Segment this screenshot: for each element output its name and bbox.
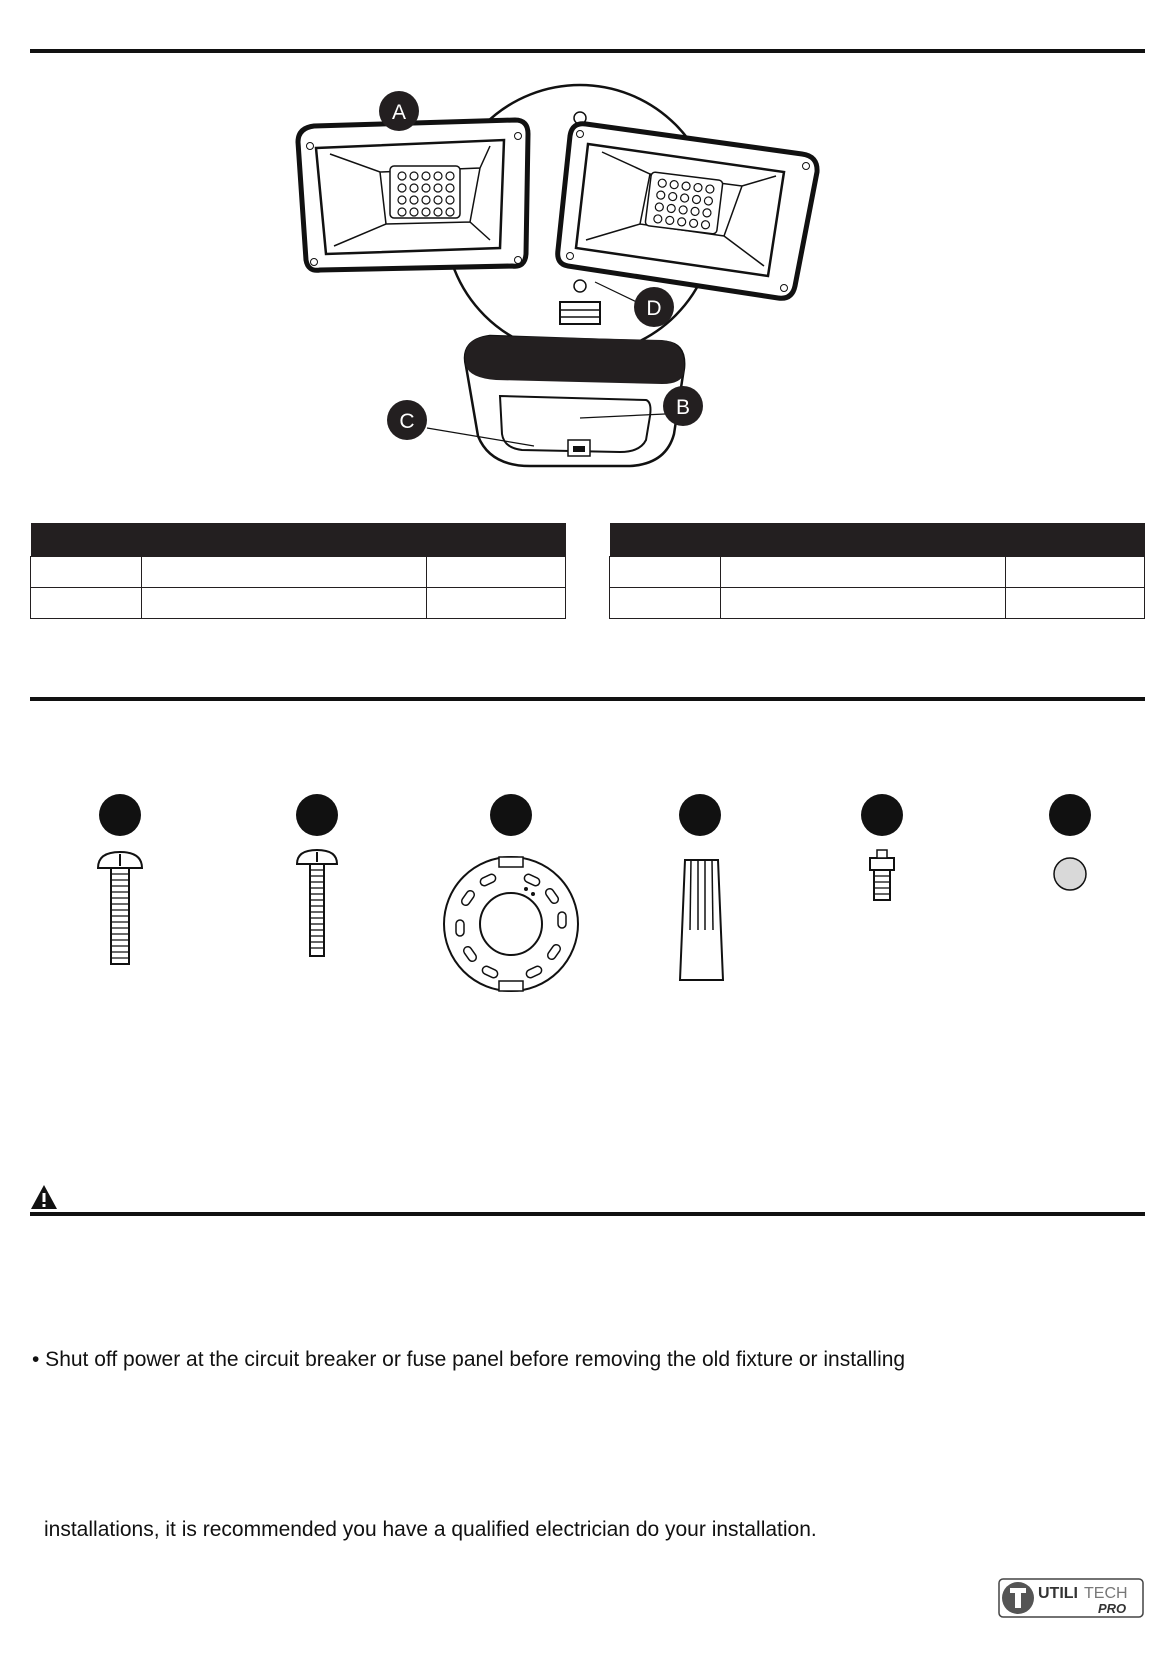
hardware-ground-screw bbox=[812, 790, 952, 1010]
table-header-row bbox=[610, 523, 1145, 557]
lamp-head-right bbox=[558, 124, 817, 299]
hardware-machine-screw-short bbox=[247, 790, 387, 1010]
warning-triangle-icon bbox=[30, 1184, 58, 1210]
svg-text:PRO: PRO bbox=[1098, 1601, 1127, 1616]
table-header-row bbox=[31, 523, 566, 557]
svg-text:TECH: TECH bbox=[1084, 1585, 1128, 1602]
section-rule-warning bbox=[30, 1212, 1145, 1216]
hardware-rubber-plug bbox=[1000, 790, 1140, 1010]
warning-bullet-text: • Shut off power at the circuit breaker or fuse panel before removing the old fixture or installing bbox=[32, 1348, 906, 1371]
table-row bbox=[31, 588, 566, 619]
parts-table-right bbox=[609, 523, 1145, 619]
table-row bbox=[31, 557, 566, 588]
fixture-diagram bbox=[290, 80, 870, 500]
section-rule-top bbox=[30, 49, 1145, 53]
callout-b bbox=[663, 386, 703, 426]
svg-text:C: C bbox=[399, 410, 415, 433]
callout-d bbox=[634, 287, 674, 327]
hardware-wire-connector bbox=[630, 790, 770, 1010]
warning-continuation-text: installations, it is recommended you have a qualified electrician do your installation. bbox=[44, 1518, 817, 1541]
lamp-head-left bbox=[298, 120, 528, 270]
table-row bbox=[610, 588, 1145, 619]
motion-sensor bbox=[465, 336, 684, 466]
callout-a bbox=[379, 91, 419, 131]
svg-text:B: B bbox=[675, 396, 691, 419]
svg-text:D: D bbox=[646, 297, 662, 320]
section-rule-hardware bbox=[30, 697, 1145, 701]
svg-text:UTILI: UTILI bbox=[1038, 1585, 1078, 1602]
parts-table-left bbox=[30, 523, 566, 619]
brand-logo bbox=[998, 1578, 1144, 1618]
svg-text:A: A bbox=[391, 101, 407, 124]
table-row bbox=[610, 557, 1145, 588]
callout-c bbox=[387, 400, 427, 440]
hardware-mounting-plate bbox=[440, 790, 582, 1010]
hardware-machine-screw-long bbox=[50, 790, 190, 1010]
